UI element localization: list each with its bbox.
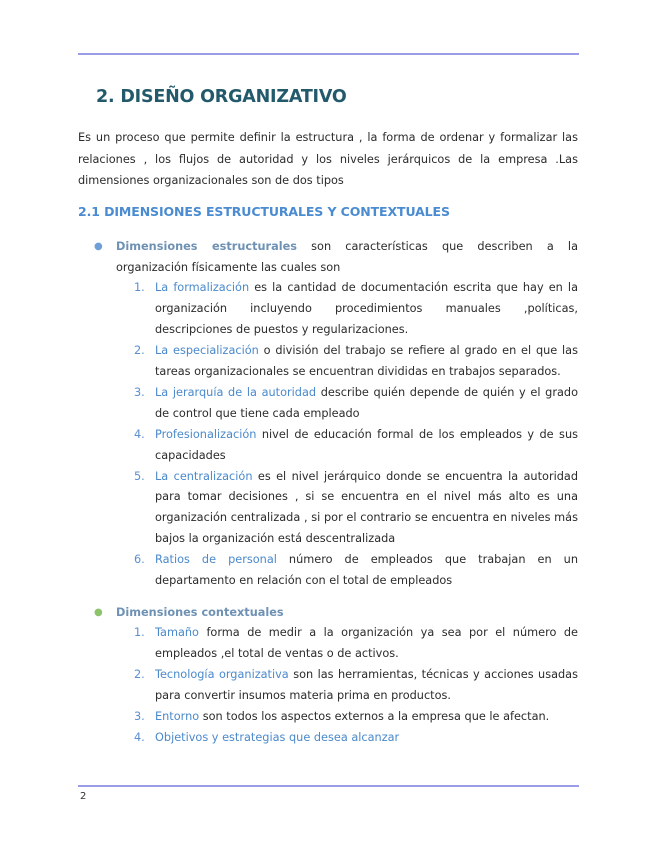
item-term: Objetivos y estrategias que desea alcanzar — [155, 730, 400, 744]
item-text: o división del trabajo se refiere al grado en el que las tareas organizacionales se encuentran divididas en trabajos separados. — [155, 344, 578, 379]
structural-bullet — [78, 236, 578, 278]
item-term: La formalización — [155, 281, 250, 295]
item-term: Entorno — [155, 709, 200, 723]
bullet-title: Dimensiones estructurales — [116, 240, 297, 253]
item-text: describe quién depende de quién y el grado de control que tiene cada empleado — [155, 385, 579, 420]
item-text: es el nivel jerárquico donde se encuentra la autoridad para tomar decisiones , si se encuentra en el nivel más alto es una organización centralizada , si por el contrario se encuentra en niveles más bajos la organización está descentralizada — [155, 469, 578, 546]
structural-dimensions-block — [78, 236, 578, 592]
subsection-heading: 2.1 DIMENSIONES ESTRUCTURALES Y CONTEXTUALES — [78, 204, 450, 219]
bullet-icon: ● — [94, 241, 103, 252]
header-rule — [78, 53, 579, 55]
item-text: nivel de educación formal de los empleados y de sus capacidades — [155, 427, 578, 462]
intro-paragraph: Es un proceso que permite definir la estructura , la forma de ordenar y formalizar las relaciones , los flujos de autoridad y los niveles jerárquicos de la empresa .Las dimensiones organizacionales son de dos tipos — [78, 131, 578, 187]
item-term: La centralización — [155, 469, 253, 483]
item-term: La especialización — [155, 344, 259, 358]
bullet-text: son características que describen a la organización físicamente las cuales son — [116, 240, 578, 275]
contextual-dimensions-block — [78, 602, 578, 749]
bullet-title: Dimensiones contextuales — [116, 606, 284, 619]
list-item: 4. Objetivos y estrategias que desea alcanzar — [134, 730, 400, 744]
item-text: número de empleados que trabajan en un departamento en relación con el total de empleados — [155, 553, 579, 588]
item-text: son todos los aspectos externos a la empresa que le afectan. — [199, 709, 550, 723]
list-item: 3. Entorno son todos los aspectos externos a la empresa que le afectan. — [134, 709, 550, 723]
footer-rule — [78, 785, 579, 787]
item-term: La jerarquía de la autoridad — [155, 385, 317, 399]
list-item: 1. La formalización es la cantidad de documentación escrita que hay en la organización incluyendo procedimientos manuales ,políticas, descripciones de puestos y regularizaciones. — [134, 281, 578, 337]
bullet-icon: ● — [94, 607, 103, 618]
contextual-list — [78, 623, 578, 748]
list-item: 4. Profesionalización nivel de educación formal de los empleados y de sus capacidades — [134, 427, 578, 462]
item-text: forma de medir a la organización ya sea por el número de empleados ,el total de ventas o de activos. — [155, 626, 578, 661]
list-item: 5. La centralización es el nivel jerárquico donde se encuentra la autoridad para tomar decisiones , si se encuentra en el nivel más alto es una organización centralizada , si por el contrario se encuentra en niveles más bajos la organización está descentralizada — [134, 469, 578, 546]
item-term: Tecnología organizativa — [155, 668, 289, 682]
list-item: 2. La especialización o división del trabajo se refiere al grado en el que las tareas organizacionales se encuentran divididas en trabajos separados. — [134, 344, 578, 379]
item-text: es la cantidad de documentación escrita que hay en la organización incluyendo procedimientos manuales ,políticas, descripciones de puestos y regularizaciones. — [155, 281, 578, 337]
list-item: 6. Ratios de personal número de empleados que trabajan en un departamento en relación con el total de empleados — [134, 553, 579, 588]
item-term: Profesionalización — [155, 427, 257, 441]
contextual-bullet — [78, 602, 578, 623]
structural-list — [78, 278, 578, 592]
item-term: Tamaño — [155, 626, 199, 640]
list-item: 2. Tecnología organizativa son las herramientas, técnicas y acciones usadas para convertir insumos materia prima en productos. — [134, 668, 578, 702]
list-item: 3. La jerarquía de la autoridad describe quién depende de quién y el grado de control que tiene cada empleado — [134, 385, 579, 420]
page-number: 2 — [80, 791, 87, 802]
section-heading: 2. DISEÑO ORGANIZATIVO — [96, 87, 347, 107]
list-item: 1. Tamaño forma de medir a la organización ya sea por el número de empleados ,el total de ventas o de activos. — [134, 626, 578, 661]
item-text: son las herramientas, técnicas y acciones usadas para convertir insumos materia prima en productos. — [155, 668, 578, 702]
item-term: Ratios de personal — [155, 553, 277, 567]
